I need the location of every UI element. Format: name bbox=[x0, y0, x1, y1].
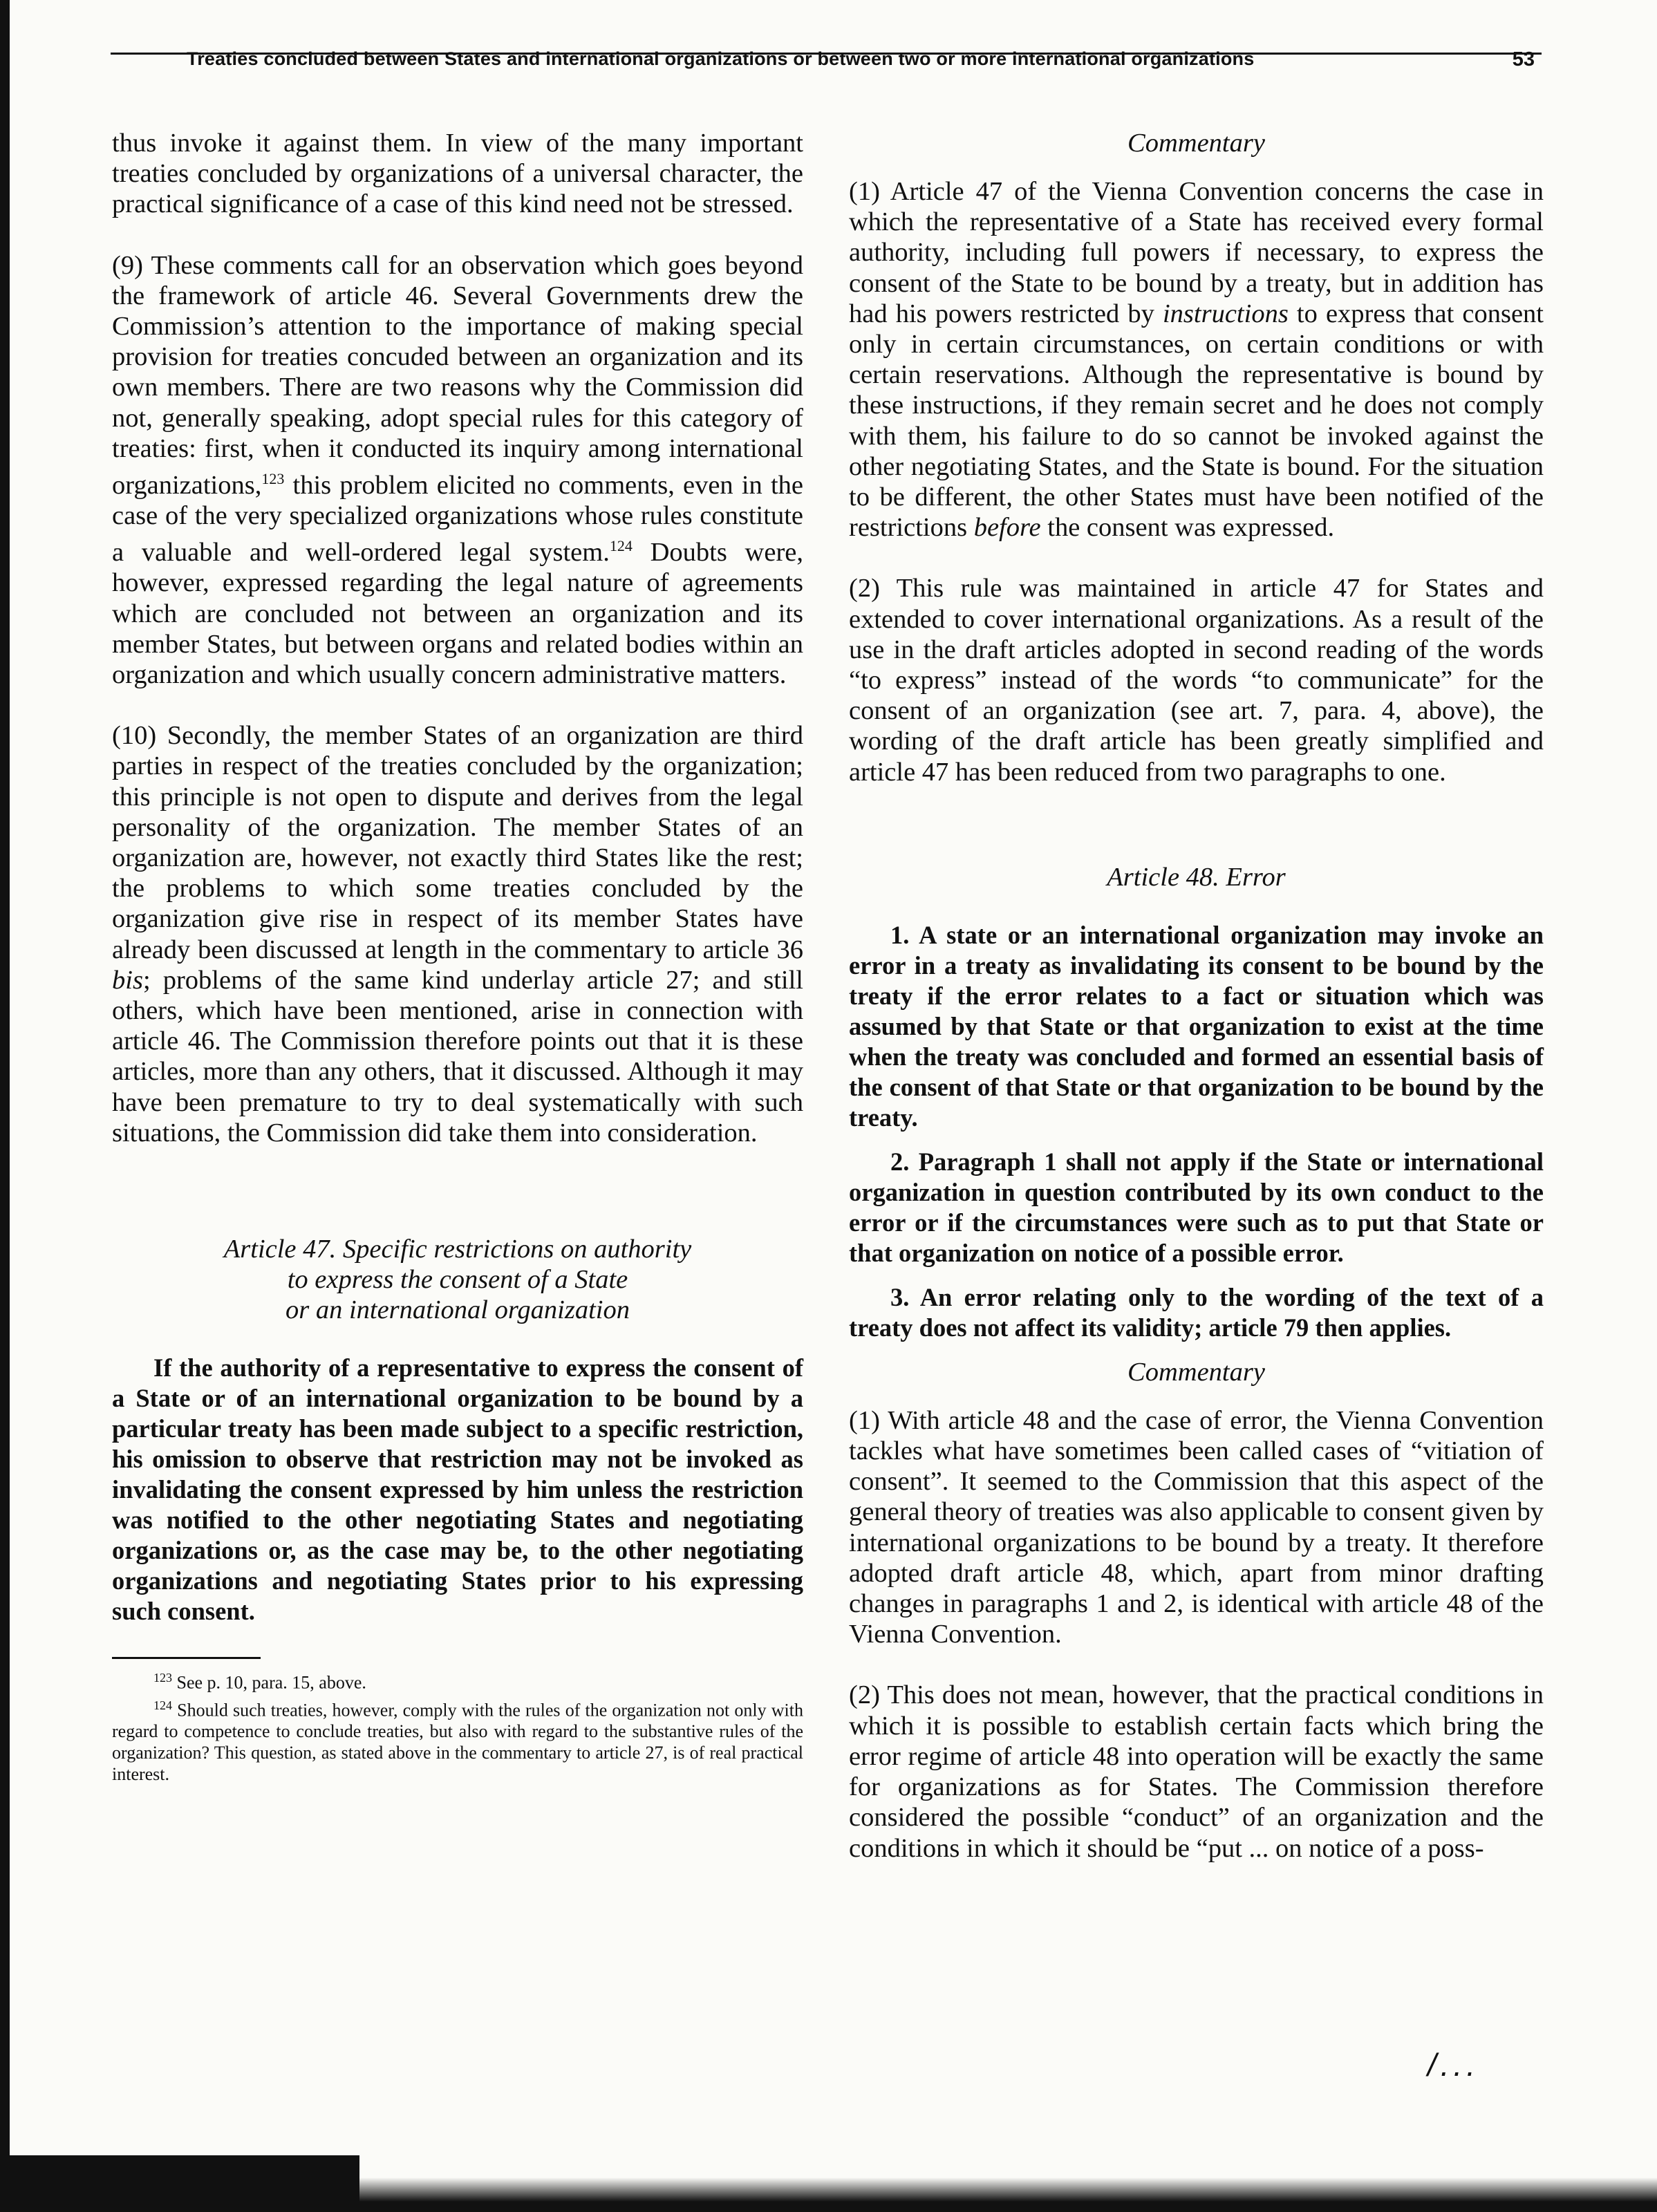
paragraph-10 bbox=[112, 720, 803, 1148]
article-47-title-line-3: or an international organization bbox=[285, 1295, 630, 1324]
article-47-text: If the authority of a representative to express the consent of a State or of an international organization to be bound by a particular treaty has been made subject to a specific restriction, his omission to observe that restriction may not be invoked as invalidating the consent expressed by him unless the restriction was notified to the other negotiating States and negotiating organizations or, as the case may be, to the other negotiating organizations and negotiating States prior to his expressing such consent. bbox=[112, 1353, 803, 1625]
article-47-title-line-1: Article 47. Specific restrictions on authority bbox=[223, 1234, 692, 1264]
running-title: Treaties concluded between States and international organizations or between two or more international organizations bbox=[187, 48, 1255, 69]
article-48-para-3: 3. An error relating only to the wording of the text of a treaty does not affect its validity; article 79 then applies. bbox=[849, 1282, 1544, 1342]
paragraph-9 bbox=[112, 250, 803, 691]
footnote-123-text: See p. 10, para. 15, above. bbox=[172, 1672, 366, 1693]
article-47-title-line-2: to express the consent of a State bbox=[287, 1264, 628, 1294]
right-column bbox=[849, 128, 1544, 1894]
commentary-47-instructions: instructions bbox=[1162, 299, 1289, 328]
article-48-para-2: 2. Paragraph 1 shall not apply if the State or international organization in question contributed by its own conduct to the error or if the circumstances were such as to put that State or that organization on notice of a possible error. bbox=[849, 1147, 1544, 1267]
footnote-124-mark: 124 bbox=[153, 1698, 172, 1712]
page-number: 53 bbox=[1512, 48, 1535, 71]
commentary-heading-47: Commentary bbox=[1127, 129, 1265, 158]
footnote-ref-124: 124 bbox=[609, 537, 633, 555]
article-48-para-1: 1. A state or an international organization may invoke an error in a treaty as invalidating its consent to be bound by the treaty if the error relates to a fact or situation which was assumed by that State or that organization to exist at the time when the treaty was concluded and formed an essential basis of the consent of that State or that organization to be bound by the treaty. bbox=[849, 920, 1544, 1132]
commentary-47-para-1-c: the consent was expressed. bbox=[1040, 513, 1335, 543]
footnote-124-text: Should such treaties, however, comply with the rules of the organization not only with regard to competence to conclude treaties, but also with regard to the substantive rules of the organization? This question, as stated above in the commentary to article 27, is of real practical interest. bbox=[112, 1700, 803, 1785]
article-47-body bbox=[112, 1353, 803, 1627]
paragraph-9-text-b: this problem elicited no comments, even in the case of the very specialized organizations whose rules constitute a valuable and well-ordered legal system. bbox=[112, 470, 803, 568]
commentary-heading-48: Commentary bbox=[1127, 1357, 1265, 1387]
commentary-48-para-2: (2) This does not mean, however, that the practical conditions in which it is possible to establish certain facts which bring the error regime of article 48 into operation will be exactly the same for organizations as for States. The Commission therefore considered the possible “conduct” of an organization and the conditions in which it should be “put ... on notice of a poss- bbox=[849, 1680, 1544, 1863]
footnote-123 bbox=[112, 1667, 803, 1694]
scan-shadow-bottom-left bbox=[0, 2155, 359, 2212]
running-header bbox=[111, 48, 1542, 71]
paragraph-9-text-a: (9) These comments call for an observation which goes beyond the framework of article 46. Several Governments drew the Commission’s attention to the importance of making special provision for treaties concuded between an organization and its own members. There are two reasons why the Commission did not, generally speaking, adopt special rules for this category of treaties: first, when it conducted its inquiry among international organizations, bbox=[112, 250, 803, 500]
scan-edge-left bbox=[0, 0, 10, 2212]
paragraph-8-continued: thus invoke it against them. In view of the many important treaties concluded by organizations of a universal character, the practical significance of a case of this kind need not be stressed. bbox=[112, 129, 803, 219]
article-47-title bbox=[112, 1234, 803, 1325]
paragraph-10-text-b: ; problems of the same kind underlay article 27; and still others, which have been mentioned, arise in connection with article 46. The Commission therefore points out that it is these articles, more than any others, that it discussed. Although it may have been premature to try to deal systematically with such situations, the Commission did take them into consideration. bbox=[112, 965, 803, 1147]
commentary-47-para-1 bbox=[849, 176, 1544, 543]
paragraph-9-text-c: Doubts were, however, expressed regarding the legal nature of agreements which are concluded not between an organization and its member States, but between organs and related bodies within an organization and which usually concern administrative matters. bbox=[112, 538, 803, 689]
paragraph-10-bis: bis bbox=[112, 965, 143, 995]
footnote-124 bbox=[112, 1695, 803, 1785]
commentary-48-para-1: (1) With article 48 and the case of error, the Vienna Convention tackles what have sometimes been called cases of “vitiation of consent”. It seemed to the Commission that this aspect of the general theory of treaties was also applicable to consent given by international organizations to be bound by a treaty. It therefore adopted draft article 48, which, apart from minor drafting changes in paragraphs 1 and 2, is identical with article 48 of the Vienna Convention. bbox=[849, 1405, 1544, 1649]
commentary-47-before: before bbox=[973, 513, 1041, 543]
article-48-title: Article 48. Error bbox=[1107, 862, 1286, 892]
left-column bbox=[112, 128, 803, 1786]
commentary-47-para-1-a: (1) Article 47 of the Vienna Convention concerns the case in which the representative of a State has received every formal authority, including full powers if necessary, to express the consent of the State to be bound by a treaty, but in addition has had his powers restricted by bbox=[849, 177, 1544, 328]
footnote-divider bbox=[112, 1657, 261, 1659]
commentary-47-para-2: (2) This rule was maintained in article 47 for States and extended to cover international organizations. As a result of the use in the draft articles adopted in second reading of the words “to express” instead of the words “to communicate” for the consent of an organization (see art. 7, para. 4, above), the wording of the draft article has been greatly simplified and article 47 has been reduced from two paragraphs to one. bbox=[849, 574, 1544, 787]
paragraph-10-text-a: (10) Secondly, the member States of an organization are third parties in respect of the treaties concluded by the organization; this principle is not open to dispute and derives from the legal personality of the organization. The member States of an organization are, however, not exactly third States like the rest; the problems to which some treaties concluded by the organization give rise in respect of its member States have already been discussed at length in the commentary to article 36 bbox=[112, 721, 803, 964]
footnote-123-mark: 123 bbox=[153, 1670, 172, 1685]
article-48-body bbox=[849, 920, 1544, 1343]
continuation-mark: /... bbox=[1427, 2047, 1480, 2083]
footnote-ref-123: 123 bbox=[261, 470, 285, 488]
commentary-47-para-1-b: to express that consent only in certain circumstances, on certain conditions or with certain reservations. Although the representative is bound by these instructions, if they remain secret and he does not comply with them, his failure to do so cannot be invoked against the other negotiating States, and the State is bound. For the situation to be different, the other States must have been notified of the restrictions bbox=[849, 299, 1544, 543]
